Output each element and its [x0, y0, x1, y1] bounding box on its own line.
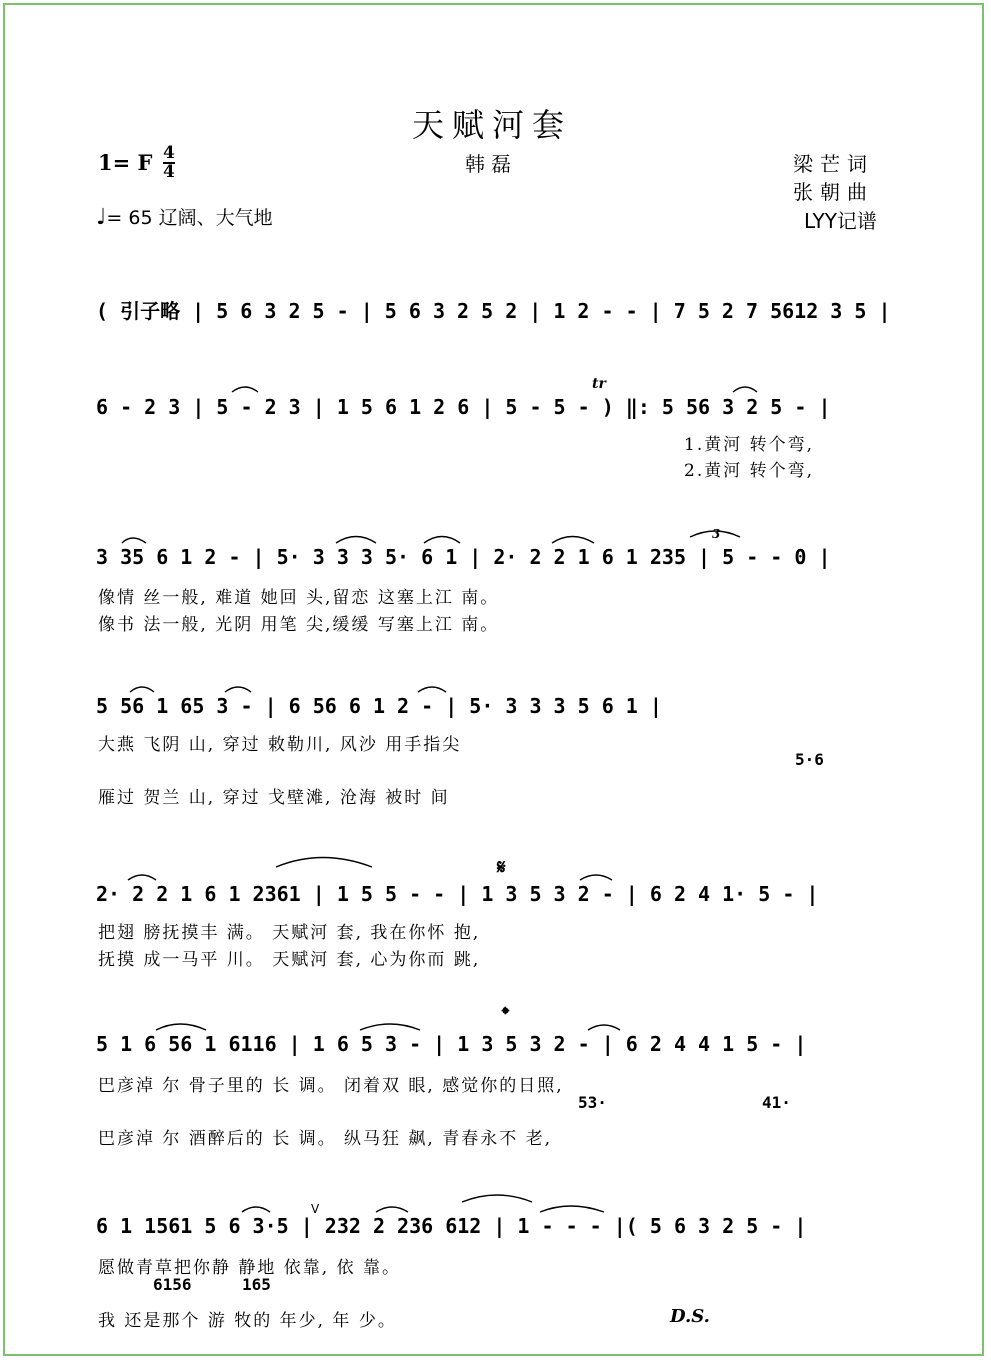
quarter-note-icon: ♩	[96, 205, 107, 230]
score-row-5: 2· 2 2 1 6 1 2361 | 1 5 5 - - | 1 3 5 3 2 - | 6 2 4 1· 5 - |	[96, 882, 819, 906]
score-row-1: ( 引子略 | 5 6 3 2 5 - | 5 6 3 2 5 2 | 1 2 - - | 7 5 2 7 5612 3 5 |	[96, 299, 891, 323]
alt-notes-row-4: 5·6	[795, 750, 824, 769]
lyrics-row-3-verse-1: 像情 丝一般, 难道 她回 头,留恋 这塞上江 南。	[98, 588, 500, 608]
coda-icon: 𝄌	[502, 1002, 509, 1026]
lyrics-row-4-verse-2: 雁过 贺兰 山, 穿过 戈壁滩, 沧海 被时 间	[98, 788, 450, 808]
alt-notes-row-7-b: 165	[242, 1275, 271, 1294]
score-row-4: 5 56 1 65 3 - | 6 56 6 1 2 - | 5· 3 3 3 5 6 1 |	[96, 694, 662, 718]
tempo-marking	[96, 203, 273, 230]
lyrics-row-4-verse-1: 大燕 飞阴 山, 穿过 敕勒川, 风沙 用手指尖	[98, 735, 462, 755]
transcriber: LYY记谱	[804, 209, 877, 233]
lyrics-row-2-verse-1: 1.黄河 转个弯,	[684, 435, 815, 455]
score-row-7: 6 1 1561 5 6 3·5 | 232 2 236 612 | 1 - - - |( 5 6 3 2 5 - |	[96, 1214, 807, 1238]
triplet-mark: 3	[712, 527, 721, 541]
lyrics-row-5-verse-2: 抚摸 成一马平 川。 天赋河 套, 心为你而 跳,	[98, 950, 481, 970]
alt-notes-row-7-a: 6156	[153, 1275, 192, 1294]
alt-notes-row-6-a: 53·	[578, 1093, 607, 1112]
tempo-text: = 65 辽阔、大气地	[106, 207, 273, 229]
score-row-3: 3 35 6 1 2 - | 5· 3 3 3 5· 6 1 | 2· 2 2 1 6 1 235 | 5 - - 0 |	[96, 545, 831, 569]
lyrics-row-2-verse-2: 2.黄河 转个弯,	[684, 461, 815, 481]
segno-icon: 𝄋	[497, 855, 506, 879]
score-row-6: 5 1 6 56 1 6116 | 1 6 5 3 - | 1 3 5 3 2 - | 6 2 4 4 1 5 - |	[96, 1032, 807, 1056]
lyrics-row-5-verse-1: 把翅 膀抚摸丰 满。 天赋河 套, 我在你怀 抱,	[98, 923, 481, 943]
key-signature: 1= F	[98, 150, 153, 175]
lyrics-row-6-verse-1: 巴彦淖 尔 骨子里的 长 调。 闭着双 眼, 感觉你的日照,	[98, 1076, 564, 1096]
lyrics-row-6-verse-2: 巴彦淖 尔 酒醉后的 长 调。 纵马狂 飙, 青春永不 老,	[98, 1129, 553, 1149]
lyrics-row-3-verse-2: 像书 法一般, 光阴 用笔 尖,缓缓 写塞上江 南。	[98, 615, 500, 635]
score-row-2: 6 - 2 3 | 5 - 2 3 | 1 5 6 1 2 6 | 5 - 5 - ) ‖: 5 56 3 2 5 - |	[96, 395, 831, 419]
composer: 张朝曲	[793, 180, 874, 204]
alt-notes-row-6-b: 41·	[762, 1093, 791, 1112]
time-top: 4	[163, 143, 175, 163]
lyrics-row-7-verse-1: 愿做青草把你静 静地 依靠, 依 靠。	[98, 1258, 402, 1278]
lyrics-row-7-verse-2: 我 还是那个 游 牧的 年少, 年 少。	[98, 1311, 397, 1331]
time-signature	[163, 145, 175, 181]
dal-segno-mark: D.S.	[670, 1306, 710, 1327]
trill-mark: tr	[592, 376, 606, 392]
lyricist: 梁芒词	[793, 152, 874, 176]
breath-mark: V	[311, 1202, 320, 1216]
singer: 韩磊	[465, 152, 517, 176]
song-title: 天赋河套	[412, 106, 573, 144]
time-bottom: 4	[163, 162, 175, 182]
